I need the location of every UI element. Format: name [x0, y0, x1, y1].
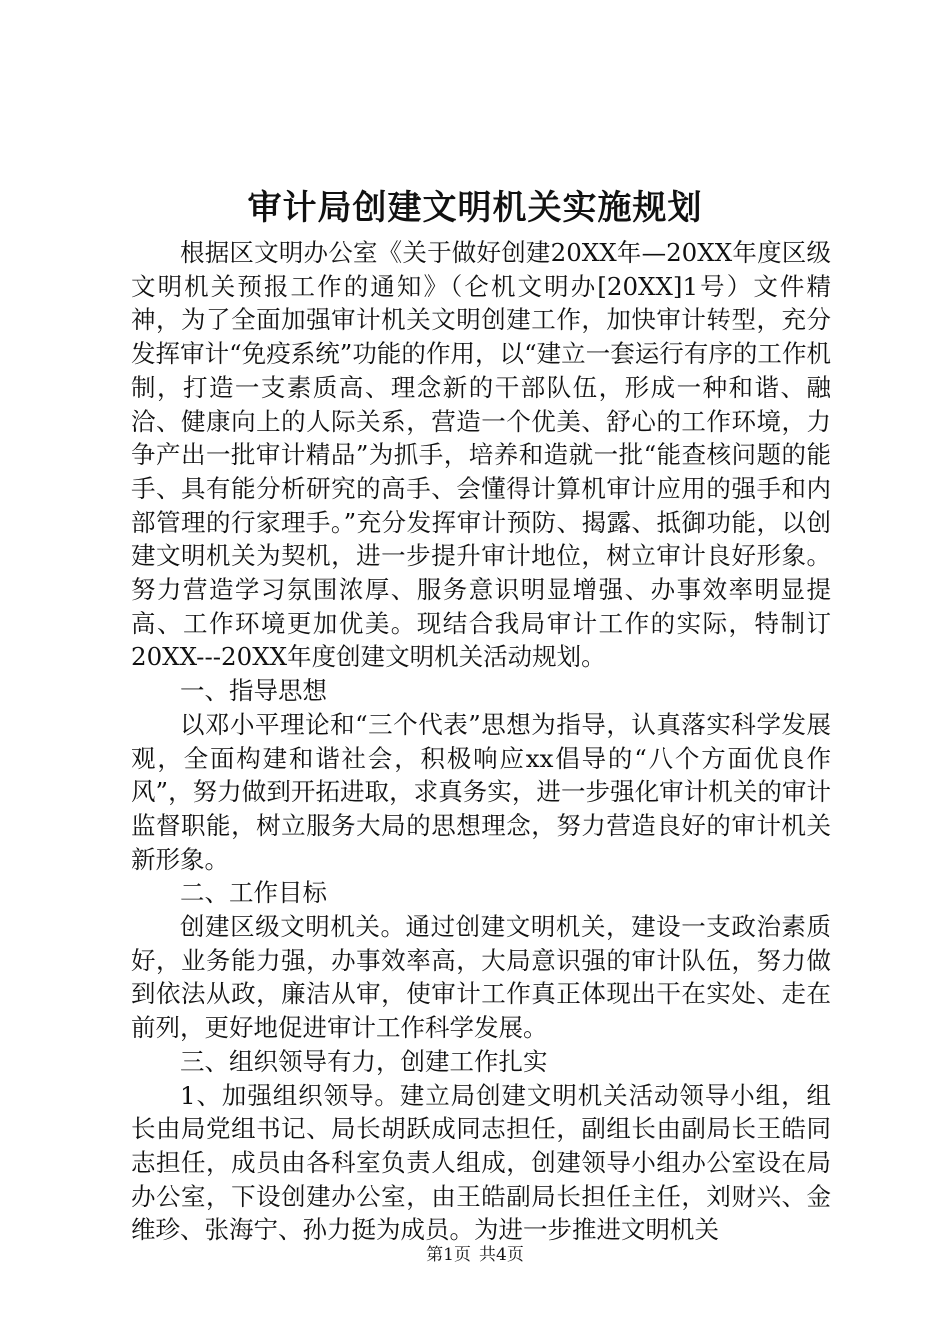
document-title: 审计局创建文明机关实施规划 [247, 188, 703, 228]
page-number: 第1页 [426, 1245, 471, 1265]
section-heading-guiding-ideology: 一、指导思想 [180, 676, 327, 706]
work-goals-paragraph: 创建区级文明机关。通过创建文明机关，建设一支政治素质好，业务能力强，办事效率高，大局意识强的审计队伍，努力做到依法从政，廉洁从审，使审计工作真正体现出干在实处、走在前列，更好地促进审计工作科学发展。 [131, 912, 831, 1043]
organization-paragraph: 1、加强组织领导。建立局创建文明机关活动领导小组，组长由局党组书记、局长胡跃成同志担任，副组长由副局长王皓同志担任，成员由各科室负责人组成，创建领导小组办公室设在局办公室，下设创建办公室，由王皓副局长担任主任，刘财兴、金维珍、张海宁、孙力挺为成员。为进一步推进文明机关 [131, 1080, 831, 1245]
document-body [131, 236, 831, 1247]
guiding-ideology-paragraph: 以邓小平理论和“三个代表”思想为指导，认真落实科学发展观，全面构建和谐社会，积极响应xx倡导的“八个方面优良作风”，努力做到开拓进取，求真务实，进一步强化审计机关的审计监督职能，树立服务大局的思想理念，努力营造良好的审计机关新形象。 [131, 709, 831, 874]
page-total: 共4页 [479, 1245, 524, 1265]
intro-paragraph: 根据区文明办公室《关于做好创建20XX年—20XX年度区级文明机关预报工作的通知》（仑机文明办[20XX]1号）文件精神，为了全面加强审计机关文明创建工作，加快审计转型，充分发挥审计“免疫系统”功能的作用，以“建立一套运行有序的工作机制，打造一支素质高、理念新的干部队伍，形成一种和谐、融洽、健康向上的人际关系，营造一个优美、舒心的工作环境，力争产出一批审计精品”为抓手，培养和造就一批“能查核问题的能手、具有能分析研究的高手、会懂得计算机审计应用的强手和内部管理的行家理手。”充分发挥审计预防、揭露、抵御功能，以创建文明机关为契机，进一步提升审计地位，树立审计良好形象。努力营造学习氛围浓厚、服务意识明显增强、办事效率明显提高、工作环境更加优美。现结合我局审计工作的实际，特制订20XX---20XX年度创建文明机关活动规划。 [131, 238, 831, 672]
section-heading-organization: 三、组织领导有力，创建工作扎实 [180, 1046, 548, 1076]
page-footer [0, 1243, 950, 1267]
section-heading-work-goals: 二、工作目标 [180, 878, 327, 908]
